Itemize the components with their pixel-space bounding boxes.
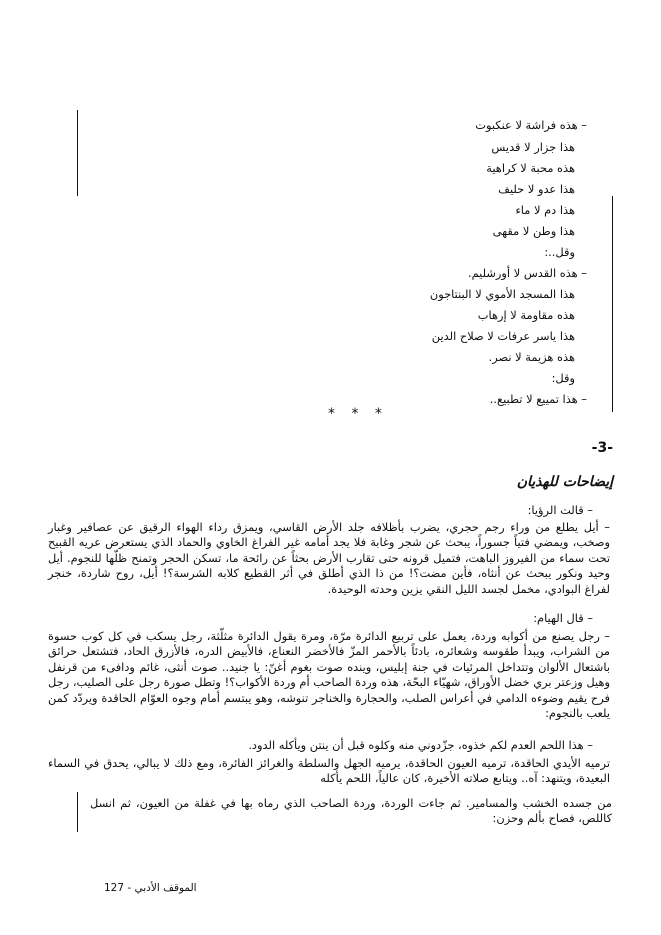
- vision-label: – قالت الرؤيا:: [527, 503, 593, 517]
- poem-line: هذه محبة لا كراهية: [486, 161, 575, 175]
- margin-bar-right: [612, 196, 613, 412]
- eyes-paragraph: ترميه الأيدي الحاقدة، ترميه العيون الحاقدة، يرميه الجهل والسلطة والغرائز الفائرة، ومع ذلك لا يبالي، يحدق في السماء البعيدة، ويتنهد: آه.. ويتابع صلاته الأخيرة، كان عالياً، اللحم يأكله: [48, 756, 610, 786]
- section-title: إيضاحات للهذيان: [516, 474, 613, 490]
- quote-line: – هذا اللحم العدم لكم خذوه، جزّدوني منه وكلوه قبل أن ينتن ويأكله الدود.: [248, 738, 593, 752]
- poem-line: – هذا تمييع لا تطبيع..: [489, 392, 587, 406]
- section-number: -3-: [591, 440, 613, 456]
- poem-line: وقل:: [551, 371, 575, 385]
- poem-line: هذا جزار لا قديس: [491, 140, 575, 154]
- poem-line: وقل..:: [544, 245, 575, 259]
- poem-line: هذه هزيمة لا نصر.: [488, 350, 575, 364]
- margin-bar-bottom: [77, 792, 78, 832]
- section-separator: * * *: [328, 406, 388, 422]
- hallucination-paragraph: – رجل يصنع من أكوابه وردة، يعمل على تربيع الدائرة مرّة، ومرة يقول الدائرة مثلّثة، رجل يسكب في كل كوب حسوة من الشراب، ويبدأ طقوسه وشعائره، بادئاً بالأحمر المزّ فالأخضر النعناع، فالأبيض الدره، فالأزرق الحاد، فتشتعل حرائق باشتعال الألوان وتتداخل المرئيات في جنة إبليس، وينده صوت بغوم أغنّ: يا جنيد.. صوت أنثى، غائم ودافىء من قرنفل وهيل وزعتر بري خضل الأوراق، شهيّاء البحّة، هذه وردة الصاحب أم وردة الأكواب؟! وتطل صورة رجل على الصليب، رجل فرح يقيم وضوءه الدامي في أعراس الصلب، والحجارة والخناجر تنوشه، وهو يبتسم أمام وجوه العوّام الحاقدة ويردّد كمن يلعب بالنجوم:: [48, 629, 610, 721]
- margin-bar-top: [77, 110, 78, 196]
- page-footer: الموقف الأدبي - 127: [104, 882, 197, 894]
- hallucination-label: – قال الهيام:: [533, 611, 593, 625]
- poem-line: هذا دم لا ماء: [515, 203, 575, 217]
- vision-paragraph: – أيل يطلع من وراء رجم حجري، يضرب بأظلافه جلد الأرض القاسي، ويمزق رداء الهواء الرقيق عن عصافير وغبار وصخب، ويمضي فتياً جسوراً، يبحث عن شجر وغابة فلا يجد أمامه غير الفراغ الخاوي والحماد الذي يستعرض عريه القبيح تحت سماء من الفيروز الباهت، فتميل قرونه حتى تقارب الأرض بحثاً عن رائحة ما، تسكن الحجر وتمنح ظلّها للنجوم. أيل وحيد ونكور يبحث عن أنثاه، فأين مضت؟! من ذا الذي أطلق في أثر القطيع كلابه الشرسة؟! أيل، روح شاردة، خنجر لفراغ البوادي، مخمل لجسد الليل النقي يزين وحدته الوحيدة.: [48, 520, 610, 596]
- poem-line: هذه مقاومة لا إرهاب: [477, 308, 575, 322]
- final-paragraph: من جسده الخشب والمسامير. ثم جاءت الوردة، وردة الصاحب الذي رماه بها في غفلة من العيون، ثم انسل كاللص، فصاح بألم وحزن:: [90, 796, 612, 826]
- poem-line: هذا المسجد الأموي لا البنتاجون: [429, 287, 575, 301]
- poem-line: – هذه فراشة لا عنكبوت: [475, 118, 587, 132]
- poem-line: هذا وطن لا مقهى: [492, 224, 575, 238]
- poem-line: هذا ياسر عرفات لا صلاح الدين: [431, 329, 575, 343]
- poem-line: هذا عدو لا حليف: [498, 182, 575, 196]
- poem-line: – هذه القدس لا أورشليم.: [467, 266, 587, 280]
